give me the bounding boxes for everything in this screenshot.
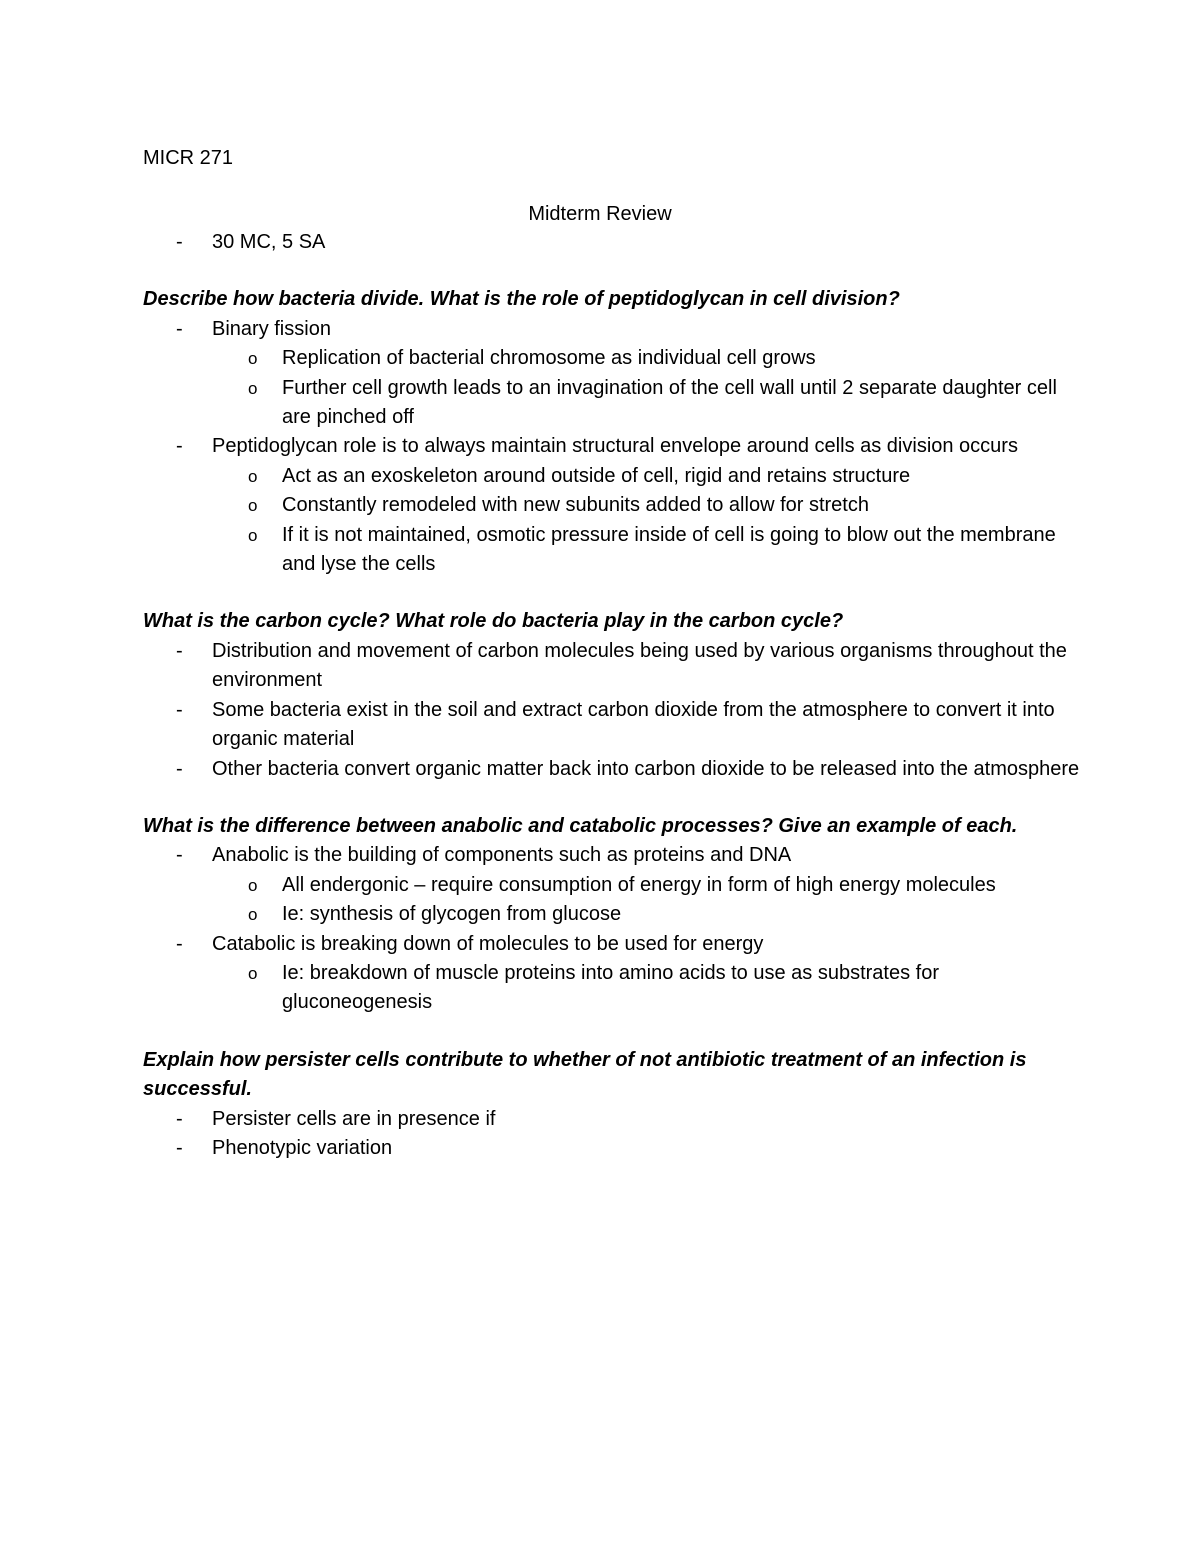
dash-marker: - <box>176 1107 183 1130</box>
list-item <box>143 755 1083 784</box>
question-2-answers <box>143 637 1083 784</box>
question-2: What is the carbon cycle? What role do bacteria play in the carbon cycle? <box>143 610 844 633</box>
spacer <box>143 1018 1083 1046</box>
question-4: Explain how persister cells contribute to whether of not antibiotic treatment of an infection is successful. <box>143 1048 1027 1101</box>
circle-marker: o <box>248 905 258 925</box>
question-4-answers <box>143 1105 1083 1164</box>
question-1-answers <box>143 315 1083 580</box>
dash-marker: - <box>176 231 183 253</box>
spacer <box>143 257 1083 285</box>
list-item <box>143 1134 1083 1163</box>
sub-list <box>212 871 1083 930</box>
sub-list <box>212 462 1083 580</box>
list-item <box>143 432 1083 579</box>
dash-marker: - <box>176 844 183 867</box>
answer-text: Phenotypic variation <box>212 1136 393 1159</box>
answer-text: Persister cells are in presence if <box>212 1107 496 1130</box>
sub-list <box>212 344 1083 432</box>
circle-marker: o <box>248 378 258 398</box>
answer-text: Anabolic is the building of components such as proteins and DNA <box>212 844 792 867</box>
document-body <box>143 228 1083 1163</box>
list-item <box>143 228 1083 257</box>
sub-list-item <box>212 521 1083 580</box>
sub-list-item <box>212 871 1083 900</box>
circle-marker: o <box>248 963 258 983</box>
sub-answer-text: Replication of bacterial chromosome as individual cell grows <box>282 347 816 370</box>
sub-answer-text: All endergonic – require consumption of energy in form of high energy molecules <box>282 873 996 896</box>
dash-marker: - <box>176 1136 183 1159</box>
answer-text: Peptidoglycan role is to always maintain structural envelope around cells as division occurs <box>212 435 1018 458</box>
circle-marker: o <box>248 349 258 369</box>
dash-marker: - <box>176 435 183 458</box>
sub-answer-text: Act as an exoskeleton around outside of cell, rigid and retains structure <box>282 464 911 487</box>
spacer <box>143 579 1083 607</box>
dash-marker: - <box>176 698 183 721</box>
sub-list-item <box>212 462 1083 491</box>
answer-text: Distribution and movement of carbon molecules being used by various organisms throughout the environment <box>212 639 1067 692</box>
list-item <box>143 1105 1083 1134</box>
circle-marker: o <box>248 525 258 545</box>
sub-answer-text: Constantly remodeled with new subunits added to allow for stretch <box>282 494 869 517</box>
answer-text: Binary fission <box>212 317 331 340</box>
answer-text: Other bacteria convert organic matter back into carbon dioxide to be released into the atmosphere <box>212 757 1080 780</box>
dash-marker: - <box>176 932 183 955</box>
sub-answer-text: Ie: breakdown of muscle proteins into amino acids to use as substrates for gluconeogenesis <box>282 961 940 1014</box>
format-list <box>143 228 1083 257</box>
circle-marker: o <box>248 466 258 486</box>
question-3: What is the difference between anabolic and catabolic processes? Give an example of each. <box>143 814 1018 837</box>
course-code: MICR 271 <box>143 147 234 169</box>
dash-marker: - <box>176 639 183 662</box>
sub-list-item <box>212 491 1083 520</box>
list-item <box>143 930 1083 1018</box>
sub-list-item <box>212 959 1083 1018</box>
list-item <box>143 696 1083 755</box>
list-item <box>143 841 1083 929</box>
answer-text: Catabolic is breaking down of molecules to be used for energy <box>212 932 764 955</box>
circle-marker: o <box>248 875 258 895</box>
exam-format: 30 MC, 5 SA <box>212 231 326 253</box>
sub-list-item <box>212 900 1083 929</box>
sub-list-item <box>212 344 1083 373</box>
sub-answer-text: Further cell growth leads to an invagination of the cell wall until 2 separate daughter cell are pinched off <box>282 376 1057 429</box>
page-title: Midterm Review <box>528 203 672 225</box>
dash-marker: - <box>176 317 183 340</box>
spacer <box>143 784 1083 812</box>
sub-list <box>212 959 1083 1018</box>
sub-answer-text: Ie: synthesis of glycogen from glucose <box>282 903 622 926</box>
circle-marker: o <box>248 496 258 516</box>
answer-text: Some bacteria exist in the soil and extract carbon dioxide from the atmosphere to convert it into organic material <box>212 698 1055 751</box>
list-item <box>143 315 1083 433</box>
list-item <box>143 637 1083 696</box>
sub-list-item <box>212 374 1083 433</box>
question-3-answers <box>143 841 1083 1017</box>
sub-answer-text: If it is not maintained, osmotic pressure inside of cell is going to blow out the membrane and lyse the cells <box>282 523 1056 576</box>
question-1: Describe how bacteria divide. What is the role of peptidoglycan in cell division? <box>143 288 900 311</box>
dash-marker: - <box>176 757 183 780</box>
